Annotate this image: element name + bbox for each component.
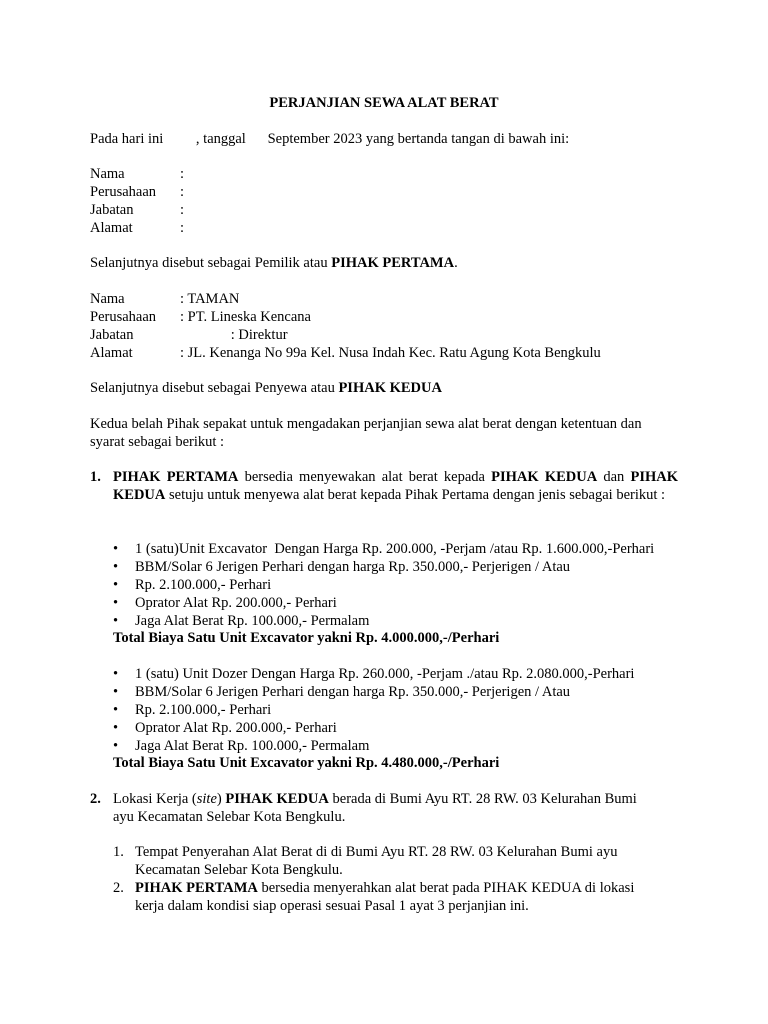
list-item: Oprator Alat Rp. 200.000,- Perhari	[135, 595, 337, 611]
list-item: Rp. 2.100.000,- Perhari	[135, 577, 272, 593]
party2-statement	[90, 379, 442, 397]
field-label: Nama	[90, 166, 125, 182]
field-label: Perusahaan	[90, 309, 157, 325]
bullet-icon: •	[113, 559, 119, 575]
total-cost-line: Total Biaya Satu Unit Excavator yakni Rp. 4.000.000,-/Perhari	[113, 630, 500, 646]
party-role-label: PIHAK KEDUA	[491, 469, 598, 485]
sub-item-2-line-1	[135, 879, 634, 897]
field-label: Jabatan	[90, 202, 134, 218]
field-value: :	[180, 202, 185, 218]
party1-statement	[90, 254, 458, 272]
party-role-label: PIHAK KEDUA	[113, 469, 678, 503]
bullet-icon: •	[113, 702, 119, 718]
field-value: : Direktur	[180, 327, 288, 343]
clause-text: dan	[597, 469, 631, 485]
list-item: Jaga Alat Berat Rp. 100.000,- Permalam	[135, 613, 370, 629]
list-item: Rp. 2.100.000,- Perhari	[135, 702, 272, 718]
clause-text: bersedia menyewakan alat berat kepada	[238, 469, 492, 485]
party2-company-row	[90, 308, 311, 326]
sub-item-1-line-1: Tempat Penyerahan Alat Berat di di Bumi Ayu RT. 28 RW. 03 Kelurahan Bumi ayu	[135, 844, 618, 860]
bullet-icon: •	[113, 738, 119, 754]
statement-text: Selanjutnya disebut sebagai Pemilik atau	[90, 255, 332, 271]
clause-text: bersedia menyerahkan alat berat pada PIHAK KEDUA di lokasi	[257, 880, 635, 896]
list-item: Jaga Alat Berat Rp. 100.000,- Permalam	[135, 738, 370, 754]
field-value: :	[180, 184, 185, 200]
bullet-icon: •	[113, 577, 119, 593]
statement-punctuation: .	[454, 255, 458, 271]
field-value: : TAMAN	[180, 291, 240, 307]
party-role-label: PIHAK PERTAMA	[331, 255, 455, 271]
clause-number: 1.	[90, 469, 101, 485]
party-role-label: PIHAK KEDUA	[225, 791, 329, 807]
party2-address-row	[90, 344, 601, 362]
party1-name-row	[90, 165, 184, 183]
sub-item-1-line-2: Kecamatan Selebar Kota Bengkulu.	[135, 862, 343, 878]
list-item: Oprator Alat Rp. 200.000,- Perhari	[135, 720, 337, 736]
clause-text: Lokasi Kerja (	[113, 791, 197, 807]
clause-text: berada di Bumi Ayu RT. 28 RW. 03 Kelurahan Bumi	[328, 791, 637, 807]
clause-2-line-2: ayu Kecamatan Selebar Kota Bengkulu.	[113, 809, 346, 825]
clause-2-line-1	[113, 790, 637, 808]
statement-text: Selanjutnya disebut sebagai Penyewa atau	[90, 380, 339, 396]
field-value: : JL. Kenanga No 99a Kel. Nusa Indah Kec. Ratu Agung Kota Bengkulu	[180, 345, 601, 361]
clause-text: )	[216, 791, 226, 807]
clause-italic-term: site	[196, 791, 217, 807]
party2-position-row	[90, 326, 288, 344]
field-label: Nama	[90, 291, 125, 307]
clause-number: 2.	[90, 791, 101, 807]
sub-item-2-line-2: kerja dalam kondisi siap operasi sesuai Pasal 1 ayat 3 perjanjian ini.	[135, 898, 529, 914]
party-role-label: PIHAK PERTAMA	[135, 880, 258, 896]
clause-text: setuju untuk menyewa alat berat kepada Pihak Pertama dengan jenis sebagai berikut :	[165, 487, 666, 503]
party-role-label: PIHAK PERTAMA	[113, 469, 239, 485]
bullet-icon: •	[113, 541, 119, 557]
party1-address-row	[90, 219, 184, 237]
field-label: Perusahaan	[90, 184, 157, 200]
field-value: :	[180, 220, 185, 236]
document-title: PERJANJIAN SEWA ALAT BERAT	[269, 95, 499, 111]
party1-position-row	[90, 201, 184, 219]
bullet-icon: •	[113, 666, 119, 682]
sub-item-number: 2.	[113, 880, 124, 896]
field-value: :	[180, 166, 185, 182]
field-label: Alamat	[90, 345, 133, 361]
bullet-icon: •	[113, 684, 119, 700]
list-item: 1 (satu) Unit Dozer Dengan Harga Rp. 260.000, -Perjam ./atau Rp. 2.080.000,-Perhari	[135, 666, 635, 682]
list-item: 1 (satu)Unit Excavator Dengan Harga Rp. 200.000, -Perjam /atau Rp. 1.600.000,-Perhari	[135, 541, 655, 557]
party1-company-row	[90, 183, 184, 201]
list-item: BBM/Solar 6 Jerigen Perhari dengan harga Rp. 350.000,- Perjerigen / Atau	[135, 684, 571, 700]
field-label: Jabatan	[90, 327, 134, 343]
bullet-icon: •	[113, 720, 119, 736]
list-item: BBM/Solar 6 Jerigen Perhari dengan harga Rp. 350.000,- Perjerigen / Atau	[135, 559, 571, 575]
agreement-line-1: Kedua belah Pihak sepakat untuk mengadakan perjanjian sewa alat berat dengan ketentuan dan	[90, 416, 642, 432]
field-label: Alamat	[90, 220, 133, 236]
party2-name-row	[90, 290, 239, 308]
intro-line: Pada hari ini , tanggal September 2023 yang bertanda tangan di bawah ini:	[90, 131, 570, 147]
bullet-icon: •	[113, 595, 119, 611]
sub-item-number: 1.	[113, 844, 124, 860]
party-role-label: PIHAK KEDUA	[338, 380, 442, 396]
total-cost-line: Total Biaya Satu Unit Excavator yakni Rp. 4.480.000,-/Perhari	[113, 755, 500, 771]
clause-1-text	[113, 468, 678, 504]
bullet-icon: •	[113, 613, 119, 629]
agreement-line-2: syarat sebagai berikut :	[90, 434, 225, 450]
field-value: : PT. Lineska Kencana	[180, 309, 311, 325]
